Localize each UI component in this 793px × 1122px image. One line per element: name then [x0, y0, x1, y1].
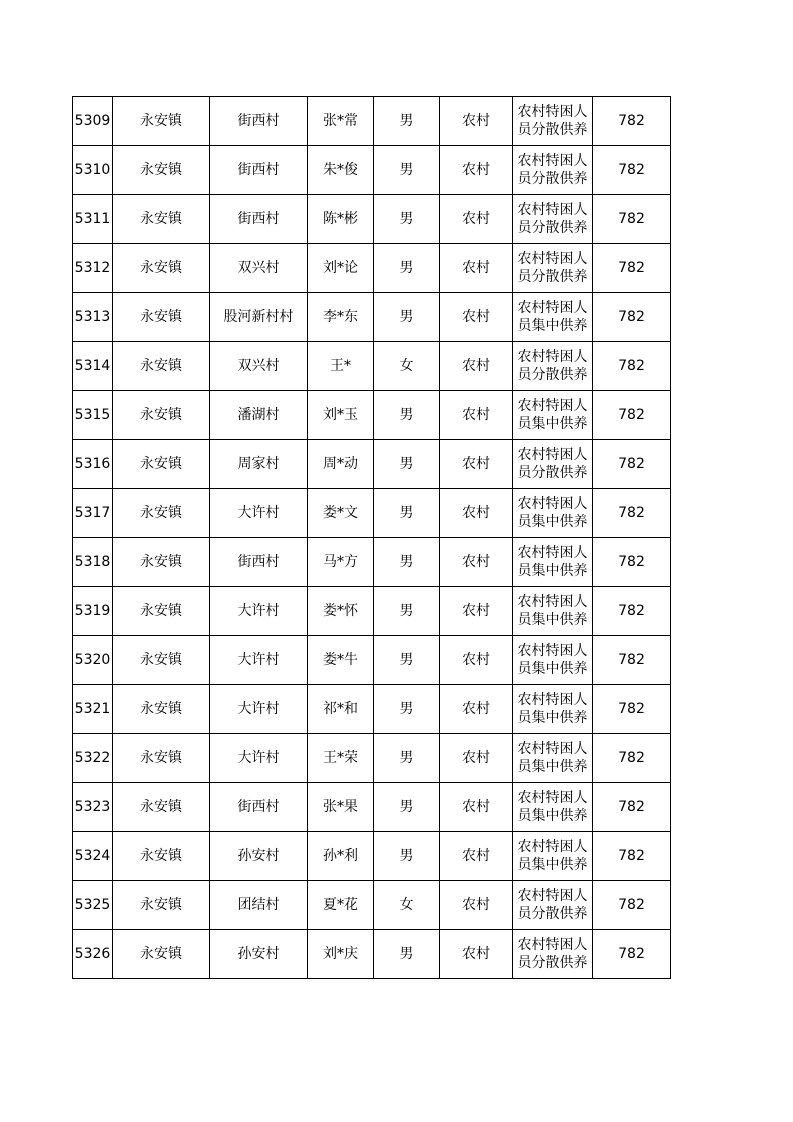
person-name-cell: 李*东 — [308, 293, 374, 342]
table-row — [73, 930, 671, 979]
serial-number-cell: 5313 — [73, 293, 113, 342]
support-category-cell — [513, 391, 593, 440]
roster-table — [72, 96, 671, 979]
table-row — [73, 391, 671, 440]
serial-number-cell: 5319 — [73, 587, 113, 636]
gender-cell: 女 — [374, 881, 440, 930]
serial-number-cell: 5320 — [73, 636, 113, 685]
town-cell: 永安镇 — [113, 636, 210, 685]
person-name-cell: 王* — [308, 342, 374, 391]
table-row — [73, 881, 671, 930]
serial-number-cell: 5314 — [73, 342, 113, 391]
area-type-cell: 农村 — [440, 293, 513, 342]
person-name-cell: 夏*花 — [308, 881, 374, 930]
table-row — [73, 538, 671, 587]
table-row — [73, 342, 671, 391]
town-cell: 永安镇 — [113, 146, 210, 195]
table-row — [73, 685, 671, 734]
village-cell: 大许村 — [210, 587, 308, 636]
serial-number-cell: 5321 — [73, 685, 113, 734]
person-name-cell: 祁*和 — [308, 685, 374, 734]
serial-number-cell: 5316 — [73, 440, 113, 489]
area-type-cell: 农村 — [440, 734, 513, 783]
amount-cell: 782 — [593, 146, 671, 195]
serial-number-cell: 5311 — [73, 195, 113, 244]
village-cell: 街西村 — [210, 538, 308, 587]
support-category-text: 农村特困人员分散供养 — [517, 202, 588, 236]
serial-number-cell: 5325 — [73, 881, 113, 930]
support-category-text: 农村特困人员集中供养 — [517, 545, 588, 579]
serial-number-cell: 5315 — [73, 391, 113, 440]
serial-number-cell: 5309 — [73, 97, 113, 146]
support-category-text: 农村特困人员集中供养 — [517, 839, 588, 873]
village-cell: 街西村 — [210, 783, 308, 832]
village-cell: 大许村 — [210, 489, 308, 538]
village-cell: 潘湖村 — [210, 391, 308, 440]
table-row — [73, 783, 671, 832]
town-cell: 永安镇 — [113, 97, 210, 146]
village-cell: 股河新村村 — [210, 293, 308, 342]
amount-cell: 782 — [593, 342, 671, 391]
support-category-cell — [513, 97, 593, 146]
amount-cell: 782 — [593, 195, 671, 244]
support-category-text: 农村特困人员分散供养 — [517, 153, 588, 187]
person-name-cell: 娄*牛 — [308, 636, 374, 685]
table-row — [73, 293, 671, 342]
village-cell: 街西村 — [210, 146, 308, 195]
table-row — [73, 734, 671, 783]
amount-cell: 782 — [593, 391, 671, 440]
village-cell: 街西村 — [210, 195, 308, 244]
person-name-cell: 周*动 — [308, 440, 374, 489]
town-cell: 永安镇 — [113, 832, 210, 881]
support-category-cell — [513, 930, 593, 979]
amount-cell: 782 — [593, 783, 671, 832]
area-type-cell: 农村 — [440, 832, 513, 881]
village-cell: 孙安村 — [210, 832, 308, 881]
village-cell: 大许村 — [210, 734, 308, 783]
village-cell: 双兴村 — [210, 342, 308, 391]
town-cell: 永安镇 — [113, 195, 210, 244]
gender-cell: 男 — [374, 293, 440, 342]
support-category-text: 农村特困人员集中供养 — [517, 643, 588, 677]
support-category-cell — [513, 342, 593, 391]
serial-number-cell: 5324 — [73, 832, 113, 881]
area-type-cell: 农村 — [440, 587, 513, 636]
support-category-cell — [513, 685, 593, 734]
person-name-cell: 刘*玉 — [308, 391, 374, 440]
roster-body — [73, 97, 671, 979]
person-name-cell: 刘*庆 — [308, 930, 374, 979]
gender-cell: 男 — [374, 587, 440, 636]
area-type-cell: 农村 — [440, 244, 513, 293]
serial-number-cell: 5318 — [73, 538, 113, 587]
town-cell: 永安镇 — [113, 587, 210, 636]
support-category-cell — [513, 881, 593, 930]
area-type-cell: 农村 — [440, 391, 513, 440]
support-category-text: 农村特困人员集中供养 — [517, 741, 588, 775]
village-cell: 周家村 — [210, 440, 308, 489]
amount-cell: 782 — [593, 293, 671, 342]
table-row — [73, 832, 671, 881]
amount-cell: 782 — [593, 734, 671, 783]
support-category-cell — [513, 489, 593, 538]
area-type-cell: 农村 — [440, 489, 513, 538]
person-name-cell: 陈*彬 — [308, 195, 374, 244]
village-cell: 双兴村 — [210, 244, 308, 293]
serial-number-cell: 5312 — [73, 244, 113, 293]
town-cell: 永安镇 — [113, 489, 210, 538]
gender-cell: 男 — [374, 391, 440, 440]
area-type-cell: 农村 — [440, 930, 513, 979]
area-type-cell: 农村 — [440, 195, 513, 244]
support-category-cell — [513, 538, 593, 587]
person-name-cell: 刘*论 — [308, 244, 374, 293]
support-category-text: 农村特困人员分散供养 — [517, 937, 588, 971]
support-category-text: 农村特困人员集中供养 — [517, 594, 588, 628]
area-type-cell: 农村 — [440, 783, 513, 832]
town-cell: 永安镇 — [113, 734, 210, 783]
amount-cell: 782 — [593, 685, 671, 734]
town-cell: 永安镇 — [113, 244, 210, 293]
support-category-cell — [513, 587, 593, 636]
amount-cell: 782 — [593, 832, 671, 881]
village-cell: 大许村 — [210, 636, 308, 685]
support-category-text: 农村特困人员集中供养 — [517, 790, 588, 824]
table-row — [73, 440, 671, 489]
town-cell: 永安镇 — [113, 685, 210, 734]
support-category-cell — [513, 244, 593, 293]
village-cell: 团结村 — [210, 881, 308, 930]
amount-cell: 782 — [593, 489, 671, 538]
amount-cell: 782 — [593, 440, 671, 489]
area-type-cell: 农村 — [440, 881, 513, 930]
gender-cell: 男 — [374, 538, 440, 587]
table-row — [73, 146, 671, 195]
table-row — [73, 636, 671, 685]
gender-cell: 男 — [374, 244, 440, 293]
gender-cell: 男 — [374, 636, 440, 685]
gender-cell: 男 — [374, 146, 440, 195]
support-category-text: 农村特困人员集中供养 — [517, 692, 588, 726]
gender-cell: 女 — [374, 342, 440, 391]
town-cell: 永安镇 — [113, 930, 210, 979]
serial-number-cell: 5317 — [73, 489, 113, 538]
support-category-cell — [513, 440, 593, 489]
town-cell: 永安镇 — [113, 342, 210, 391]
village-cell: 大许村 — [210, 685, 308, 734]
support-category-text: 农村特困人员集中供养 — [517, 300, 588, 334]
area-type-cell: 农村 — [440, 685, 513, 734]
gender-cell: 男 — [374, 440, 440, 489]
person-name-cell: 娄*文 — [308, 489, 374, 538]
table-row — [73, 587, 671, 636]
support-category-text: 农村特困人员分散供养 — [517, 104, 588, 138]
person-name-cell: 马*方 — [308, 538, 374, 587]
person-name-cell: 王*荣 — [308, 734, 374, 783]
support-category-text: 农村特困人员分散供养 — [517, 349, 588, 383]
gender-cell: 男 — [374, 734, 440, 783]
village-cell: 街西村 — [210, 97, 308, 146]
person-name-cell: 张*果 — [308, 783, 374, 832]
town-cell: 永安镇 — [113, 538, 210, 587]
gender-cell: 男 — [374, 489, 440, 538]
gender-cell: 男 — [374, 685, 440, 734]
serial-number-cell: 5310 — [73, 146, 113, 195]
area-type-cell: 农村 — [440, 146, 513, 195]
town-cell: 永安镇 — [113, 293, 210, 342]
amount-cell: 782 — [593, 538, 671, 587]
person-name-cell: 朱*俊 — [308, 146, 374, 195]
serial-number-cell: 5323 — [73, 783, 113, 832]
support-category-text: 农村特困人员分散供养 — [517, 251, 588, 285]
serial-number-cell: 5326 — [73, 930, 113, 979]
area-type-cell: 农村 — [440, 440, 513, 489]
support-category-cell — [513, 783, 593, 832]
table-row — [73, 244, 671, 293]
support-category-text: 农村特困人员集中供养 — [517, 496, 588, 530]
town-cell: 永安镇 — [113, 391, 210, 440]
support-category-cell — [513, 734, 593, 783]
area-type-cell: 农村 — [440, 636, 513, 685]
support-category-text: 农村特困人员集中供养 — [517, 398, 588, 432]
gender-cell: 男 — [374, 783, 440, 832]
amount-cell: 782 — [593, 244, 671, 293]
person-name-cell: 孙*利 — [308, 832, 374, 881]
amount-cell: 782 — [593, 97, 671, 146]
serial-number-cell: 5322 — [73, 734, 113, 783]
support-category-text: 农村特困人员分散供养 — [517, 888, 588, 922]
support-category-cell — [513, 636, 593, 685]
support-category-cell — [513, 195, 593, 244]
town-cell: 永安镇 — [113, 881, 210, 930]
amount-cell: 782 — [593, 881, 671, 930]
area-type-cell: 农村 — [440, 342, 513, 391]
gender-cell: 男 — [374, 97, 440, 146]
table-row — [73, 97, 671, 146]
table-row — [73, 195, 671, 244]
town-cell: 永安镇 — [113, 440, 210, 489]
table-row — [73, 489, 671, 538]
support-category-cell — [513, 146, 593, 195]
amount-cell: 782 — [593, 930, 671, 979]
amount-cell: 782 — [593, 636, 671, 685]
area-type-cell: 农村 — [440, 97, 513, 146]
gender-cell: 男 — [374, 930, 440, 979]
support-category-cell — [513, 293, 593, 342]
support-category-cell — [513, 832, 593, 881]
gender-cell: 男 — [374, 832, 440, 881]
person-name-cell: 娄*怀 — [308, 587, 374, 636]
support-category-text: 农村特困人员分散供养 — [517, 447, 588, 481]
area-type-cell: 农村 — [440, 538, 513, 587]
amount-cell: 782 — [593, 587, 671, 636]
town-cell: 永安镇 — [113, 783, 210, 832]
gender-cell: 男 — [374, 195, 440, 244]
person-name-cell: 张*常 — [308, 97, 374, 146]
village-cell: 孙安村 — [210, 930, 308, 979]
